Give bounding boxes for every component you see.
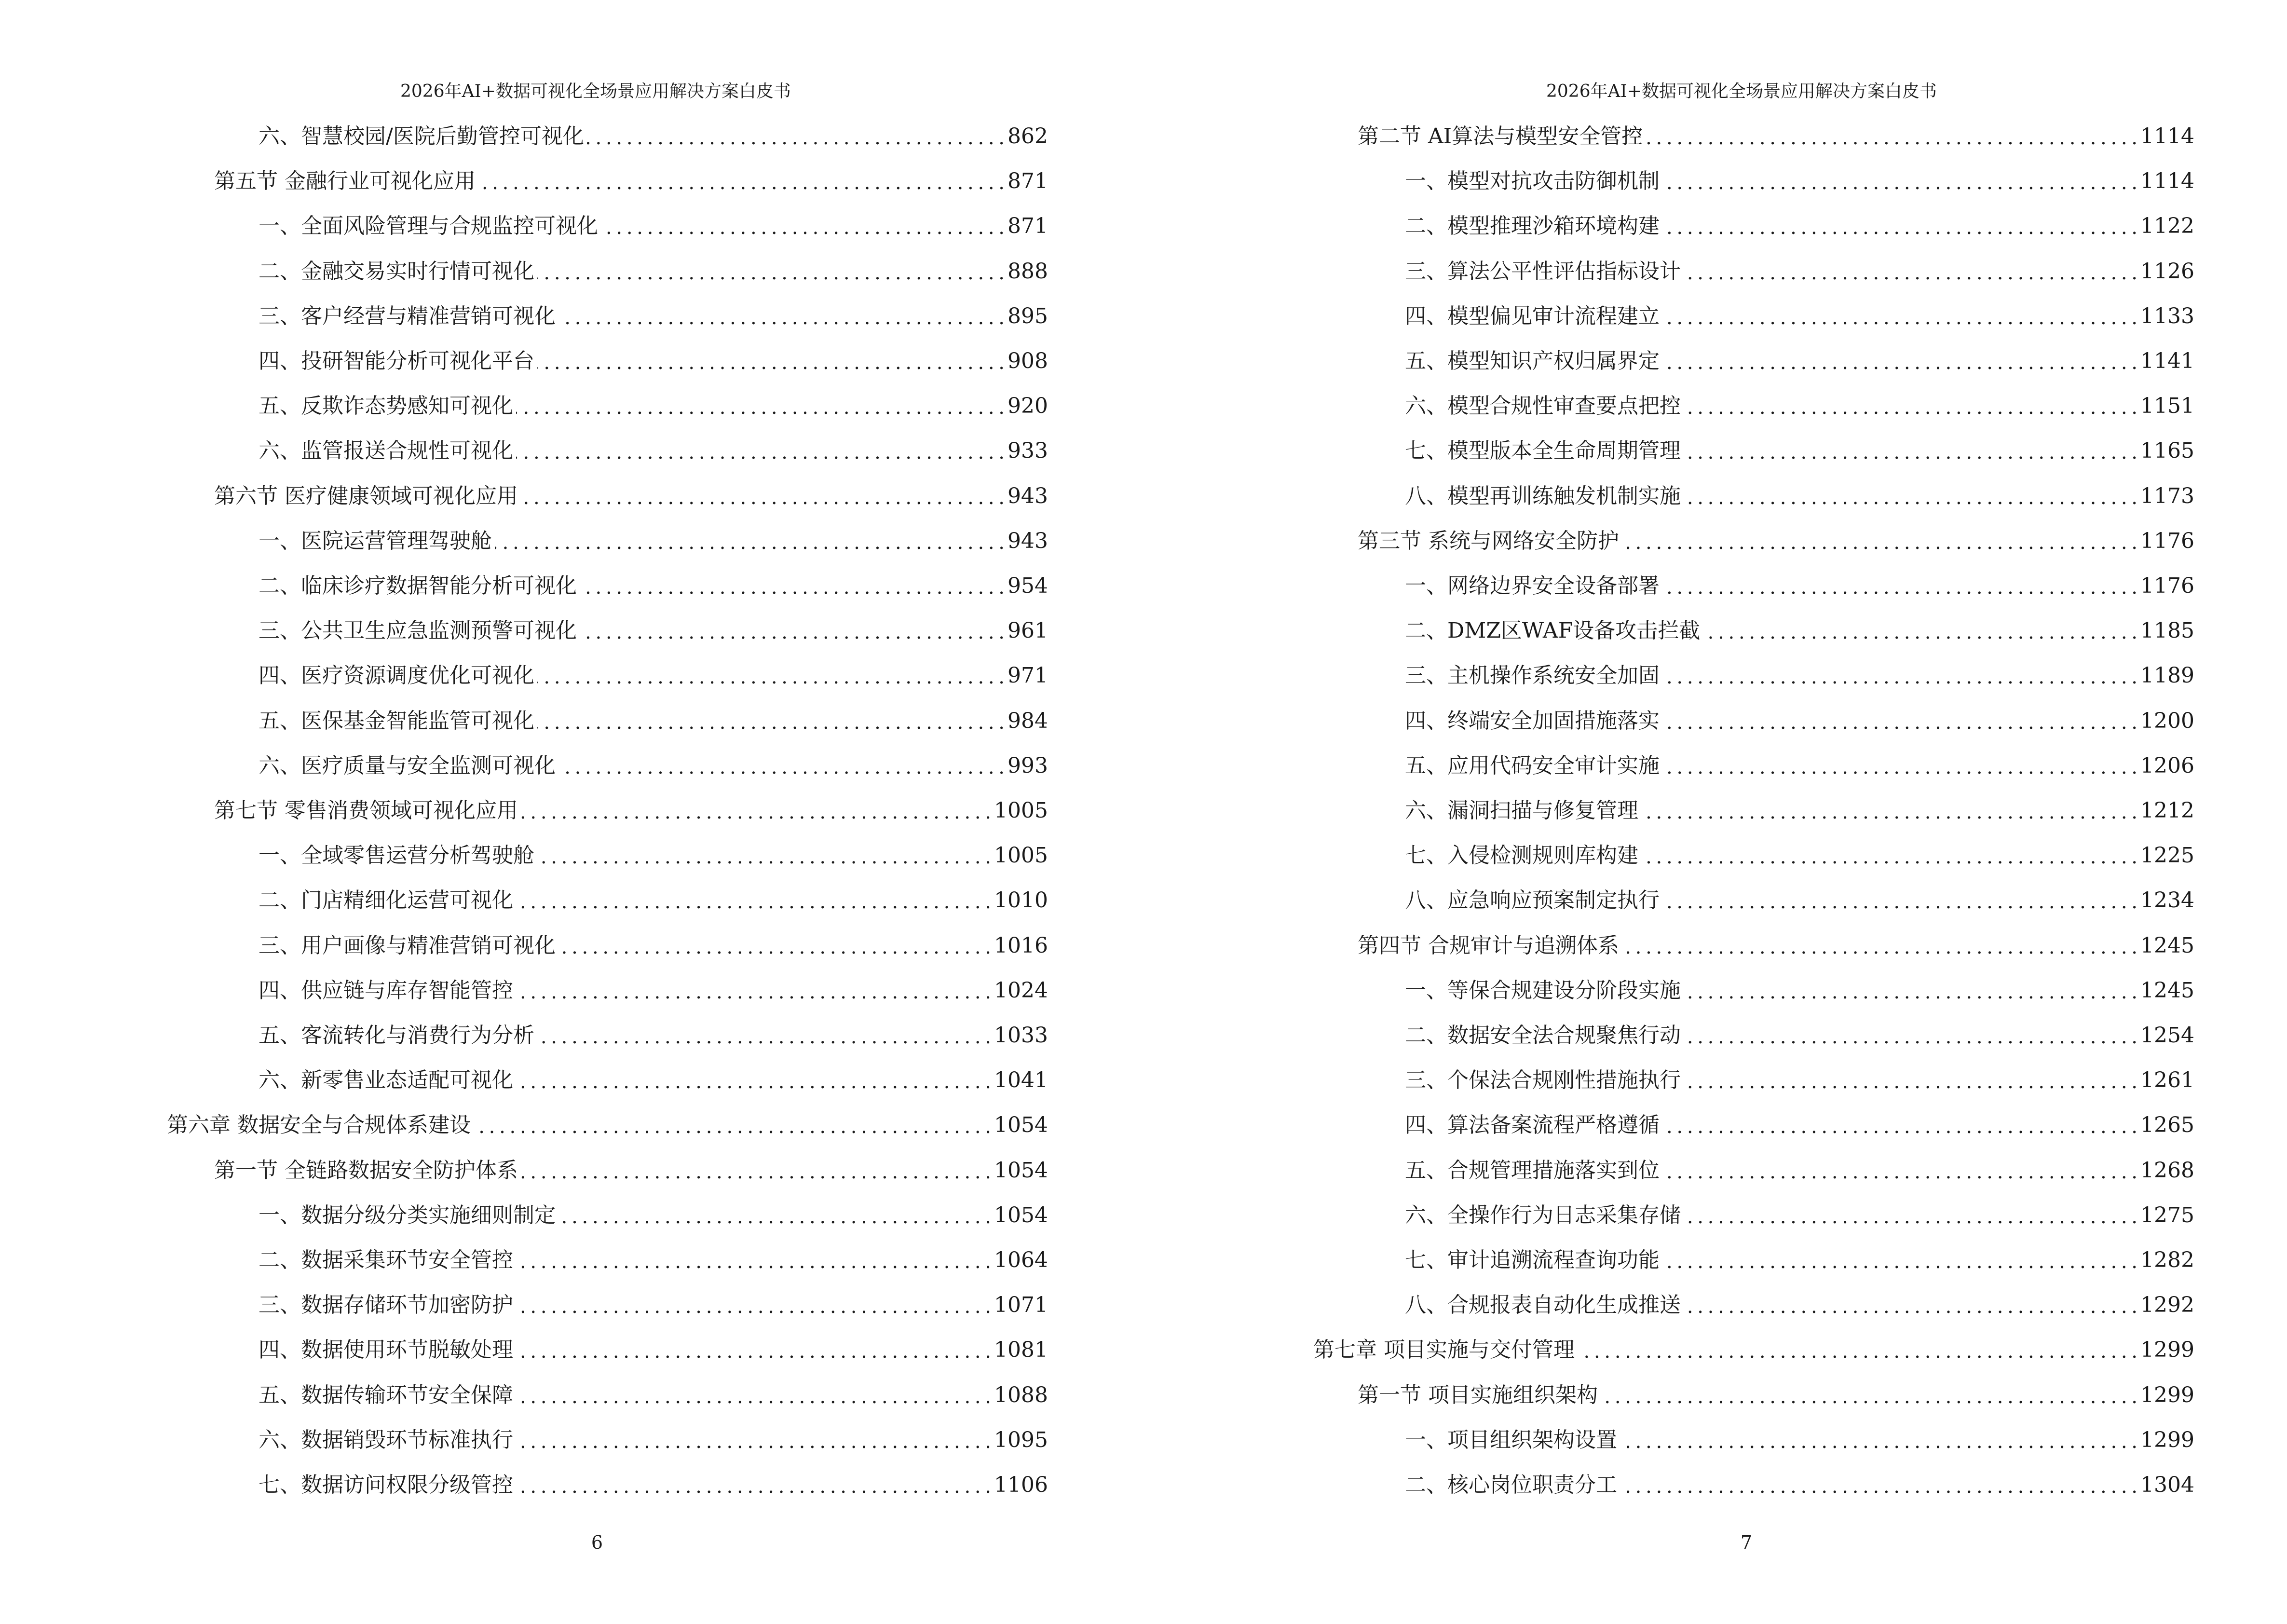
toc-entry-page-number: 1176: [2140, 573, 2194, 598]
toc-entry[interactable]: [259, 833, 1048, 878]
toc-entry[interactable]: [167, 1103, 1048, 1147]
dot-leader: [1622, 519, 2137, 563]
toc-entry[interactable]: [1405, 339, 2194, 383]
toc-entry[interactable]: [259, 1283, 1048, 1327]
toc-entry-label: 八、模型再训练触发机制实施: [1405, 483, 1681, 508]
toc-entry[interactable]: [259, 1013, 1048, 1058]
toc-entry[interactable]: [259, 1193, 1048, 1238]
toc-entry-label: 七、审计追溯流程查询功能: [1405, 1248, 1660, 1272]
toc-entry-label: 二、模型推理沙箱环境构建: [1405, 214, 1660, 239]
toc-entry-page-number: 1114: [2140, 169, 2194, 194]
dot-leader: [474, 1103, 990, 1147]
toc-entry-page-number: 1299: [2140, 1382, 2194, 1407]
toc-entry[interactable]: [1405, 1238, 2194, 1283]
toc-entry-label: 第六节 医疗健康领域可视化应用: [214, 483, 518, 508]
dot-leader: [1662, 698, 2137, 743]
toc-entry-page-number: 1024: [994, 978, 1048, 1003]
toc-entry[interactable]: [259, 608, 1048, 653]
dot-leader: [1662, 1148, 2137, 1193]
toc-entry-page-number: 1033: [994, 1023, 1048, 1048]
dot-leader: [1684, 1013, 2137, 1058]
dot-leader: [521, 474, 1004, 519]
dot-leader: [1684, 968, 2137, 1013]
toc-entry-label: 三、主机操作系统安全加固: [1405, 663, 1660, 688]
dot-leader: [1662, 563, 2137, 608]
toc-entry-page-number: 1141: [2140, 349, 2194, 373]
dot-leader: [516, 1327, 990, 1372]
toc-entry[interactable]: [214, 1148, 1048, 1193]
dot-leader: [1662, 204, 2137, 248]
toc-entry-page-number: 971: [1007, 663, 1048, 688]
toc-entry[interactable]: [259, 249, 1048, 294]
toc-entry[interactable]: [1405, 1462, 2194, 1507]
toc-entry-label: 二、核心岗位职责分工: [1405, 1473, 1617, 1497]
toc-entry-label: 一、等保合规建设分阶段实施: [1405, 978, 1681, 1003]
toc-entry-label: 六、漏洞扫描与修复管理: [1405, 798, 1638, 823]
toc-entry-page-number: 984: [1007, 708, 1048, 733]
dot-leader: [495, 519, 1004, 563]
dot-leader: [521, 788, 990, 833]
toc-entry-label: 六、全操作行为日志采集存储: [1405, 1202, 1681, 1228]
toc-entry-page-number: 1254: [2140, 1023, 2194, 1048]
toc-entry-label: 五、模型知识产权归属界定: [1405, 349, 1660, 373]
toc-entry-label: 一、全域零售运营分析驾驶舱: [259, 843, 534, 868]
toc-entry-page-number: 1071: [994, 1293, 1048, 1318]
toc-entry[interactable]: [1405, 428, 2194, 473]
toc-entry[interactable]: [1405, 1418, 2194, 1462]
dot-leader: [580, 608, 1004, 653]
toc-entry[interactable]: [1405, 1103, 2194, 1147]
toc-entry-label: 五、数据传输环节安全保障: [259, 1382, 513, 1407]
toc-entry-page-number: 871: [1007, 214, 1048, 239]
toc-entry[interactable]: [1405, 788, 2194, 833]
toc-entry-label: 一、医院运营管理驾驶舱: [259, 528, 492, 553]
toc-entry-page-number: 1299: [2140, 1337, 2194, 1363]
toc-entry-label: 六、医疗质量与安全监测可视化: [259, 753, 556, 778]
toc-entry-label: 一、项目组织架构设置: [1405, 1427, 1617, 1452]
toc-entry-page-number: 895: [1007, 303, 1048, 328]
page-number: 7: [1740, 1532, 1753, 1553]
toc-entry[interactable]: [1405, 608, 2194, 653]
toc-entry[interactable]: [1405, 1283, 2194, 1327]
toc-entry-label: 一、模型对抗攻击防御机制: [1405, 169, 1660, 194]
toc-entry-label: 第四节 合规审计与追溯体系: [1358, 933, 1619, 958]
toc-entry[interactable]: [259, 698, 1048, 743]
dot-leader: [558, 1193, 990, 1238]
toc-entry-label: 六、智慧校园/医院后勤管控可视化: [259, 124, 584, 149]
toc-entry-page-number: 1245: [2140, 978, 2194, 1003]
toc-entry-page-number: 1095: [994, 1427, 1048, 1452]
toc-entry-page-number: 1054: [994, 1158, 1048, 1183]
dot-leader: [1684, 474, 2137, 519]
dot-leader: [1662, 159, 2137, 204]
toc-entry[interactable]: [1405, 653, 2194, 698]
toc-entry[interactable]: [214, 788, 1048, 833]
toc-entry-label: 六、监管报送合规性可视化: [259, 438, 513, 464]
dot-leader: [1662, 653, 2137, 698]
toc-entry-label: 六、新零售业态适配可视化: [259, 1068, 513, 1093]
toc-entry[interactable]: [1358, 923, 2194, 968]
toc-entry[interactable]: [259, 1462, 1048, 1507]
dot-leader: [1684, 383, 2137, 428]
toc-entry[interactable]: [259, 968, 1048, 1013]
toc-entry-label: 第三节 系统与网络安全防护: [1358, 528, 1619, 553]
toc-entry-page-number: 933: [1007, 438, 1048, 464]
dot-leader: [1662, 339, 2137, 383]
dot-leader: [1684, 1283, 2137, 1327]
toc-entry-page-number: 1122: [2140, 214, 2194, 239]
toc-entry-label: 二、门店精细化运营可视化: [259, 888, 513, 913]
toc-entry[interactable]: [259, 743, 1048, 788]
dot-leader: [1620, 1462, 2137, 1507]
toc-entry-page-number: 920: [1007, 394, 1048, 419]
toc-entry[interactable]: [259, 428, 1048, 473]
toc-entry-page-number: 1189: [2140, 663, 2194, 688]
toc-entry-page-number: 1234: [2140, 888, 2194, 913]
dot-leader: [1684, 1058, 2137, 1103]
dot-leader: [537, 1013, 990, 1058]
toc-entry[interactable]: [259, 563, 1048, 608]
toc-entry[interactable]: [1405, 1058, 2194, 1103]
dot-leader: [537, 698, 1004, 743]
dot-leader: [537, 653, 1004, 698]
toc-entry-page-number: 1268: [2140, 1158, 2194, 1183]
toc-entry-label: 三、数据存储环节加密防护: [259, 1293, 513, 1318]
dot-leader: [521, 1148, 990, 1193]
dot-leader: [1662, 1238, 2137, 1283]
dot-leader: [516, 878, 990, 923]
toc-entry-label: 七、模型版本全生命周期管理: [1405, 438, 1681, 464]
toc-entry-page-number: 862: [1007, 124, 1048, 149]
toc-entry[interactable]: [1358, 1373, 2194, 1418]
dot-leader: [537, 833, 990, 878]
toc-entry[interactable]: [1405, 1148, 2194, 1193]
toc-entry-page-number: 1206: [2140, 753, 2194, 778]
toc-entry[interactable]: [1405, 249, 2194, 294]
toc-entry-page-number: 908: [1007, 349, 1048, 373]
right-page: [1144, 0, 2287, 1624]
toc-entry-label: 五、应用代码安全审计实施: [1405, 753, 1660, 778]
toc-entry[interactable]: [214, 474, 1048, 519]
toc-entry-label: 二、DMZ区WAF设备攻击拦截: [1405, 618, 1701, 643]
toc-entry-page-number: 1265: [2140, 1113, 2194, 1138]
toc-entry[interactable]: [1405, 563, 2194, 608]
toc-entry-page-number: 1041: [994, 1068, 1048, 1093]
dot-leader: [1578, 1327, 2137, 1372]
toc-entry-page-number: 1225: [2140, 843, 2194, 868]
dot-leader: [1646, 114, 2137, 159]
dot-leader: [516, 1058, 990, 1103]
dot-leader: [516, 1283, 990, 1327]
dot-leader: [558, 743, 1004, 788]
toc-entry-page-number: 1185: [2140, 618, 2194, 643]
toc-entry-page-number: 1081: [994, 1337, 1048, 1363]
toc-entry-label: 一、数据分级分类实施细则制定: [259, 1202, 556, 1228]
toc-entry-label: 三、公共卫生应急监测预警可视化: [259, 618, 577, 643]
toc-entry[interactable]: [214, 159, 1048, 204]
toc-entry-page-number: 1261: [2140, 1068, 2194, 1093]
running-header: 2026年AI+数据可视化全场景应用解决方案白皮书: [400, 82, 791, 101]
toc-entry-page-number: 888: [1007, 259, 1048, 284]
dot-leader: [1662, 294, 2137, 339]
toc-entry-page-number: 943: [1007, 528, 1048, 553]
toc-entry-page-number: 1212: [2140, 798, 2194, 823]
toc-entry[interactable]: [259, 519, 1048, 563]
toc-entry-page-number: 943: [1007, 483, 1048, 508]
toc-entry-page-number: 1088: [994, 1382, 1048, 1407]
toc-entry-label: 四、供应链与库存智能管控: [259, 978, 513, 1003]
toc-entry-page-number: 1165: [2140, 438, 2194, 464]
dot-leader: [1684, 1193, 2137, 1238]
toc-entry[interactable]: [1405, 878, 2194, 923]
toc-entry-page-number: 1282: [2140, 1248, 2194, 1272]
toc-entry-page-number: 1010: [994, 888, 1048, 913]
toc-entry[interactable]: [259, 1373, 1048, 1418]
toc-entry[interactable]: [1405, 474, 2194, 519]
dot-leader: [516, 1418, 990, 1462]
toc-entry[interactable]: [1405, 159, 2194, 204]
toc-entry-label: 五、合规管理措施落实到位: [1405, 1158, 1660, 1183]
toc-entry-label: 第七节 零售消费领域可视化应用: [214, 798, 518, 823]
toc-entry-label: 五、医保基金智能监管可视化: [259, 708, 534, 733]
toc-entry[interactable]: [259, 1327, 1048, 1372]
toc-entry-page-number: 1173: [2140, 483, 2194, 508]
dot-leader: [1641, 833, 2137, 878]
dot-leader: [1620, 1418, 2137, 1462]
toc-entry-label: 一、网络边界安全设备部署: [1405, 573, 1660, 598]
toc-entry-page-number: 1151: [2140, 394, 2194, 419]
toc-entry[interactable]: [259, 923, 1048, 968]
toc-entry-label: 三、个保法合规刚性措施执行: [1405, 1068, 1681, 1093]
toc-entry-label: 二、数据安全法合规聚焦行动: [1405, 1023, 1681, 1048]
toc-entry-label: 第六章 数据安全与合规体系建设: [167, 1113, 471, 1138]
toc-entry-label: 一、全面风险管理与合规监控可视化: [259, 214, 598, 239]
dot-leader: [1662, 1103, 2137, 1147]
toc-entry-page-number: 871: [1007, 169, 1048, 194]
toc-entry[interactable]: [1405, 1193, 2194, 1238]
toc-entry-page-number: 1275: [2140, 1202, 2194, 1228]
toc-entry-label: 八、应急响应预案制定执行: [1405, 888, 1660, 913]
toc-entry-label: 四、数据使用环节脱敏处理: [259, 1337, 513, 1363]
toc-entry[interactable]: [1313, 1327, 2194, 1372]
dot-leader: [516, 1462, 990, 1507]
toc-entry-label: 四、投研智能分析可视化平台: [259, 349, 534, 373]
dot-leader: [537, 249, 1004, 294]
toc-entry-label: 二、临床诊疗数据智能分析可视化: [259, 573, 577, 598]
toc-entry[interactable]: [259, 383, 1048, 428]
dot-leader: [1684, 249, 2137, 294]
dot-leader: [580, 563, 1004, 608]
toc-entry-page-number: 1299: [2140, 1427, 2194, 1452]
toc-entry[interactable]: [259, 878, 1048, 923]
dot-leader: [601, 204, 1004, 248]
toc-entry-label: 第一节 全链路数据安全防护体系: [214, 1158, 518, 1183]
toc-entry[interactable]: [259, 204, 1048, 248]
toc-entry-page-number: 1133: [2140, 303, 2194, 328]
dot-leader: [478, 159, 1004, 204]
toc-entry-page-number: 1005: [994, 798, 1048, 823]
toc-entry-page-number: 1200: [2140, 708, 2194, 733]
toc-entry[interactable]: [259, 1238, 1048, 1283]
toc-entry-page-number: 1304: [2140, 1473, 2194, 1497]
toc-entry-page-number: 1005: [994, 843, 1048, 868]
toc-entry-page-number: 1245: [2140, 933, 2194, 958]
dot-leader: [1662, 743, 2137, 788]
toc-entry-page-number: 1054: [994, 1113, 1048, 1138]
toc-entry-label: 第一节 项目实施组织架构: [1358, 1382, 1598, 1407]
dot-leader: [516, 1373, 990, 1418]
toc-entry[interactable]: [1358, 114, 2194, 159]
dot-leader: [516, 968, 990, 1013]
dot-leader: [1684, 428, 2137, 473]
dot-leader: [1622, 923, 2137, 968]
toc-entry-page-number: 954: [1007, 573, 1048, 598]
toc-entry-page-number: 993: [1007, 753, 1048, 778]
dot-leader: [516, 428, 1004, 473]
toc-entry[interactable]: [259, 114, 1048, 159]
toc-entry-label: 三、客户经营与精准营销可视化: [259, 303, 556, 328]
toc-entry[interactable]: [1405, 383, 2194, 428]
dot-leader: [558, 294, 1004, 339]
toc-entry[interactable]: [259, 294, 1048, 339]
toc-entry-label: 七、入侵检测规则库构建: [1405, 843, 1638, 868]
toc-entry[interactable]: [1405, 743, 2194, 788]
toc-entry-page-number: 1106: [994, 1473, 1048, 1497]
dot-leader: [587, 114, 1004, 159]
running-header: 2026年AI+数据可视化全场景应用解决方案白皮书: [1546, 82, 1937, 101]
toc-entry-label: 六、数据销毁环节标准执行: [259, 1427, 513, 1452]
toc-entry-label: 四、算法备案流程严格遵循: [1405, 1113, 1660, 1138]
toc-entry[interactable]: [259, 1058, 1048, 1103]
toc-entry[interactable]: [1358, 519, 2194, 563]
toc-entry[interactable]: [259, 1418, 1048, 1462]
toc-entry-page-number: 1292: [2140, 1293, 2194, 1318]
dot-leader: [1662, 878, 2137, 923]
dot-leader: [516, 1238, 990, 1283]
dot-leader: [537, 339, 1004, 383]
toc-entry[interactable]: [1405, 1013, 2194, 1058]
dot-leader: [1601, 1373, 2137, 1418]
toc-entry-label: 五、客流转化与消费行为分析: [259, 1023, 534, 1048]
toc-entry-page-number: 1016: [994, 933, 1048, 958]
toc-entry[interactable]: [1405, 294, 2194, 339]
toc-entry-label: 四、模型偏见审计流程建立: [1405, 303, 1660, 328]
toc-entry-label: 三、算法公平性评估指标设计: [1405, 259, 1681, 284]
toc-entry-page-number: 1176: [2140, 528, 2194, 553]
dot-leader: [558, 923, 990, 968]
toc-entry[interactable]: [1405, 204, 2194, 248]
toc-entry-label: 第七章 项目实施与交付管理: [1313, 1337, 1575, 1363]
dot-leader: [516, 383, 1004, 428]
toc-entry-label: 六、模型合规性审查要点把控: [1405, 394, 1681, 419]
toc-entry-label: 八、合规报表自动化生成推送: [1405, 1293, 1681, 1318]
toc-entry[interactable]: [1405, 833, 2194, 878]
toc-entry-page-number: 961: [1007, 618, 1048, 643]
dot-leader: [1641, 788, 2137, 833]
toc-entry-label: 五、反欺诈态势感知可视化: [259, 394, 513, 419]
toc-entry-page-number: 1064: [994, 1248, 1048, 1272]
toc-entry[interactable]: [259, 339, 1048, 383]
toc-entry[interactable]: [1405, 698, 2194, 743]
toc-entry[interactable]: [1405, 968, 2194, 1013]
page-number: 6: [591, 1532, 603, 1553]
toc-entry-label: 二、金融交易实时行情可视化: [259, 259, 534, 284]
toc-entry-label: 七、数据访问权限分级管控: [259, 1473, 513, 1497]
toc-entry-label: 第二节 AI算法与模型安全管控: [1358, 124, 1643, 149]
toc-entry-label: 四、医疗资源调度优化可视化: [259, 663, 534, 688]
toc-entry-page-number: 1114: [2140, 124, 2194, 149]
toc-entry-page-number: 1126: [2140, 259, 2194, 284]
toc-entry-label: 三、用户画像与精准营销可视化: [259, 933, 556, 958]
toc-entry-label: 四、终端安全加固措施落实: [1405, 708, 1660, 733]
toc-entry[interactable]: [259, 653, 1048, 698]
dot-leader: [1703, 608, 2137, 653]
toc-entry-page-number: 1054: [994, 1202, 1048, 1228]
toc-entry-label: 第五节 金融行业可视化应用: [214, 169, 476, 194]
toc-entry-label: 二、数据采集环节安全管控: [259, 1248, 513, 1272]
table-of-contents: [1144, 0, 2287, 1624]
